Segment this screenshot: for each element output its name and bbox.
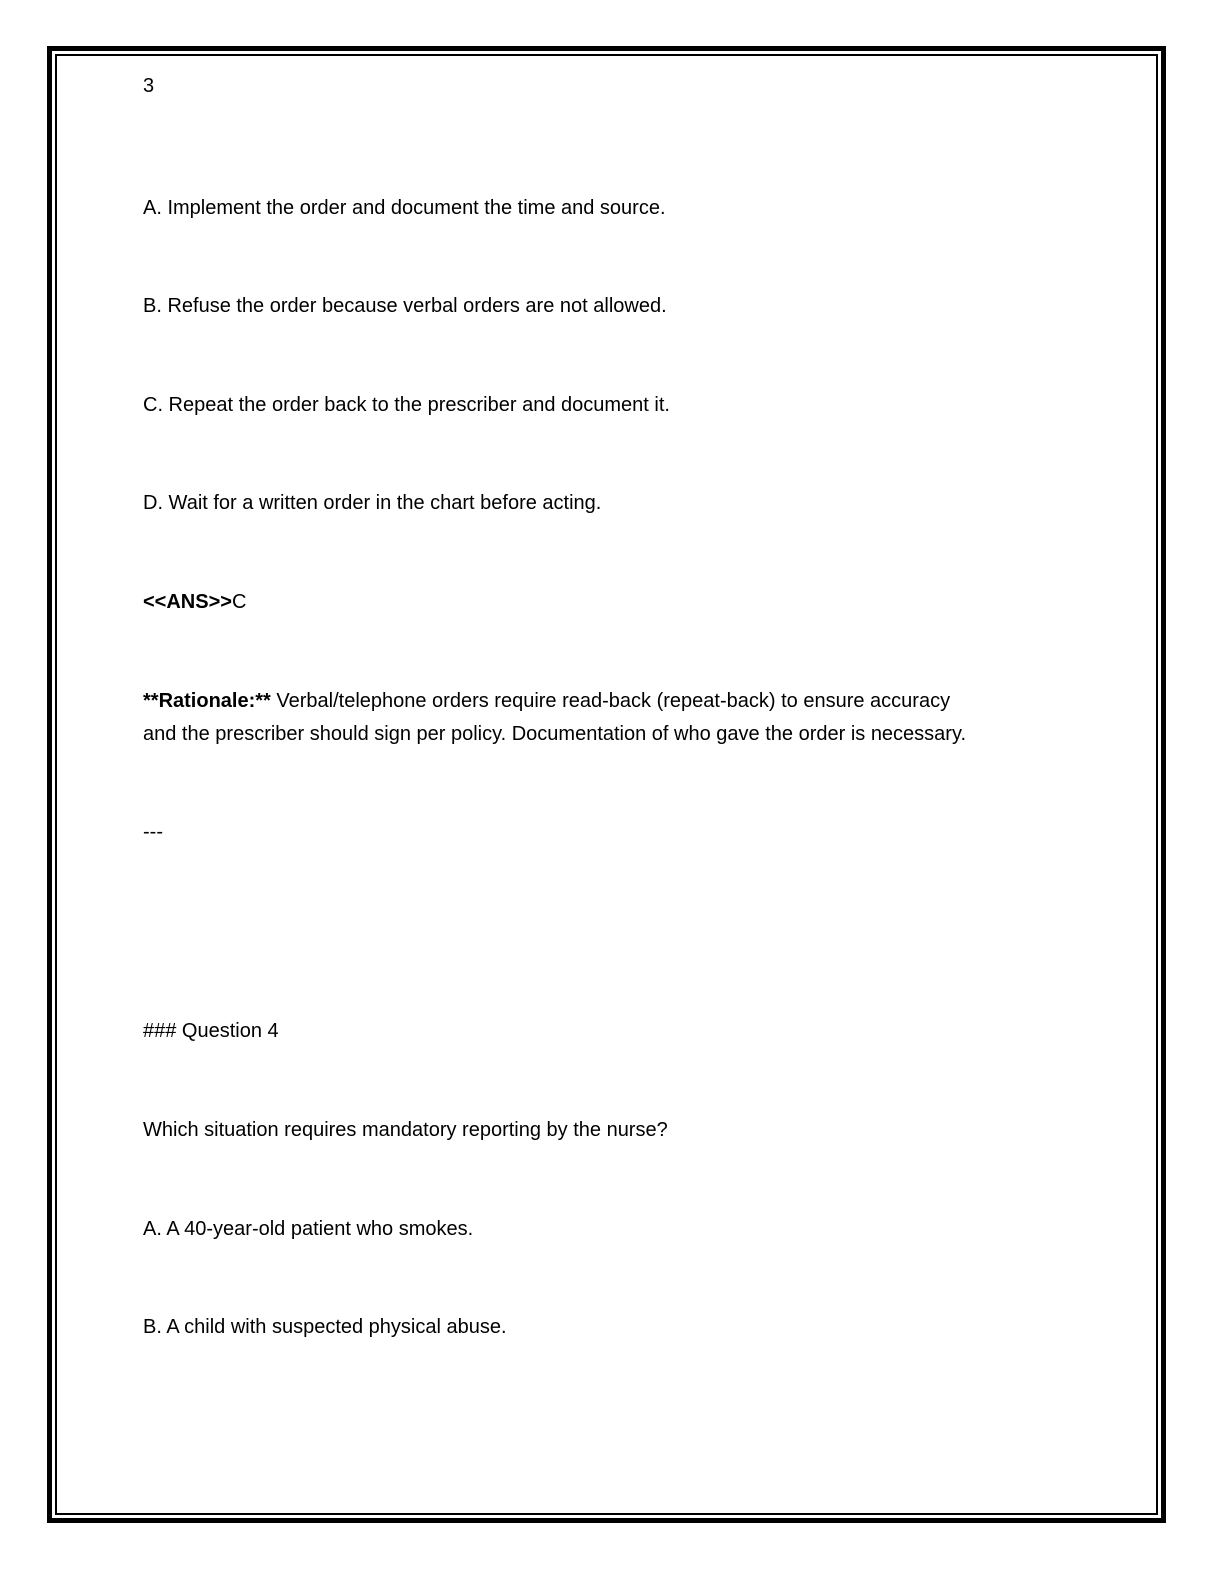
q4-stem: Which situation requires mandatory reporting by the nurse? [143, 1119, 668, 1141]
rationale-text-1: Verbal/telephone orders require read-back (repeat-back) to ensure accuracy [270, 690, 951, 712]
q3-answer [143, 586, 246, 619]
q4-heading: ### Question 4 [143, 1020, 279, 1042]
q3-option-d: D. Wait for a written order in the chart before acting. [143, 492, 602, 514]
q4-option-a: A. A 40-year-old patient who smokes. [143, 1218, 474, 1240]
answer-value: C [231, 591, 247, 613]
q3-rationale-line-2: and the prescriber should sign per policy. Documentation of who gave the order is necessary. [143, 723, 967, 745]
q3-option-a: A. Implement the order and document the time and source. [143, 197, 666, 219]
q3-option-b: B. Refuse the order because verbal orders are not allowed. [143, 295, 667, 317]
page-border-inner [55, 54, 1158, 1515]
rationale-label: **Rationale:** [143, 690, 271, 712]
section-separator: --- [143, 821, 163, 843]
page-number: 3 [143, 75, 155, 97]
q3-option-c: C. Repeat the order back to the prescriber and document it. [143, 394, 670, 416]
q4-option-b: B. A child with suspected physical abuse. [143, 1316, 507, 1338]
q3-rationale-line-1 [143, 685, 950, 718]
answer-tag: <<ANS>> [143, 591, 232, 613]
